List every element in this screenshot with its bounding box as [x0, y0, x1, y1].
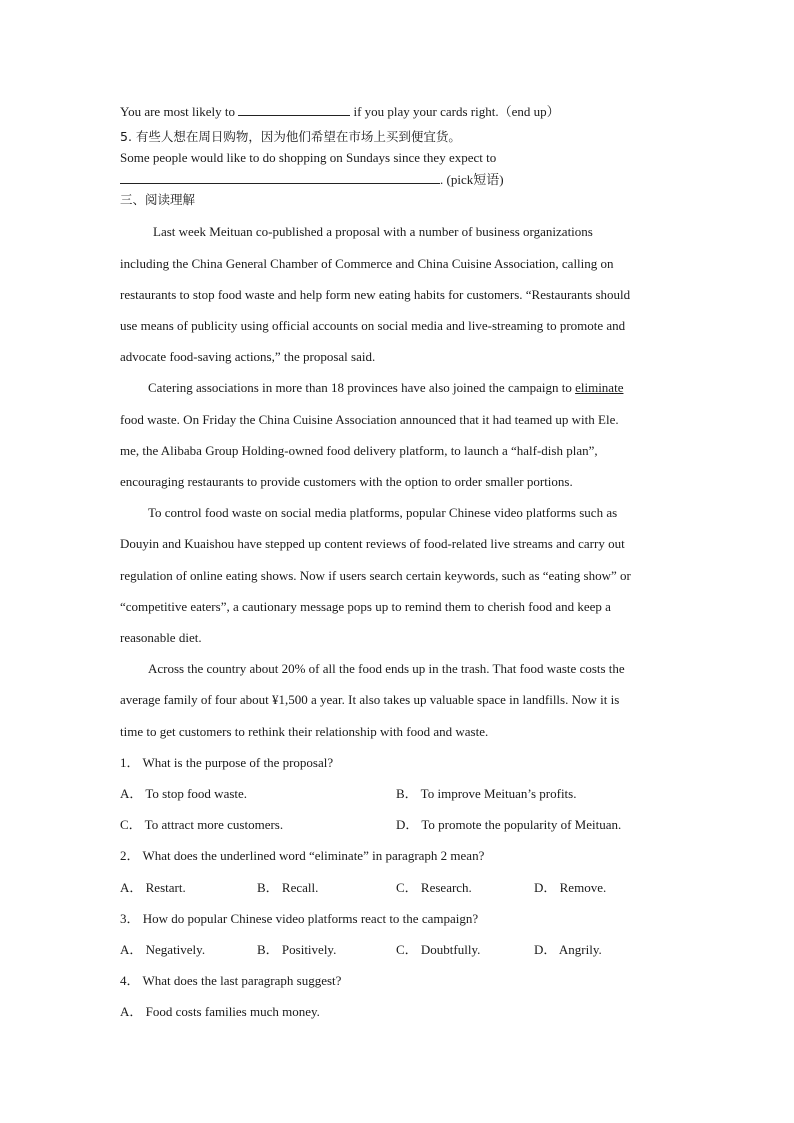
option-a[interactable]: A． To stop food waste.: [120, 786, 248, 801]
passage-line: Across the country about 20% of all the food ends up in the trash. That food waste costs the: [148, 661, 625, 676]
passage-line: food waste. On Friday the China Cuisine Association announced that it had teamed up with Ele.: [120, 412, 619, 427]
option-c[interactable]: C． To attract more customers.: [120, 817, 284, 832]
option-a[interactable]: A． Restart.: [120, 880, 186, 895]
option-c[interactable]: C． Doubtfully.: [396, 942, 481, 957]
translation-item-4: You are most likely to if you play your cards right.（end up）: [120, 104, 560, 119]
question-stem: 4． What does the last paragraph suggest?: [120, 973, 342, 988]
passage-line: advocate food-saving actions,” the proposal said.: [120, 349, 376, 364]
option-a[interactable]: A． Negatively.: [120, 942, 206, 957]
question-stem: 2． What does the underlined word “eliminate” in paragraph 2 mean?: [120, 848, 485, 863]
option-b[interactable]: B． To improve Meituan’s profits.: [396, 786, 577, 801]
translation-item-5-chinese: 5. 有些人想在周日购物，因为他们希望在市场上买到便宜货。: [120, 129, 461, 144]
passage-line: average family of four about ¥1,500 a year. It also takes up valuable space in landfills. Now it is: [120, 692, 620, 707]
option-c[interactable]: C． Research.: [396, 880, 472, 895]
question-stem: 1． What is the purpose of the proposal?: [120, 755, 334, 770]
passage-line: me, the Alibaba Group Holding-owned food delivery platform, to launch a “half-dish plan”,: [120, 443, 598, 458]
option-b[interactable]: B． Recall.: [257, 880, 319, 895]
passage-line: encouraging restaurants to provide customers with the option to order smaller portions.: [120, 474, 573, 489]
section-title: 三、阅读理解: [120, 192, 196, 207]
translation-item-5-english: Some people would like to do shopping on Sundays since they expect to: [120, 150, 497, 165]
passage-line: “competitive eaters”, a cautionary message pops up to remind them to cherish food and keep a: [120, 599, 611, 614]
option-a[interactable]: A． Food costs families much money.: [120, 1004, 320, 1019]
passage-line: including the China General Chamber of Commerce and China Cuisine Association, calling on: [120, 256, 614, 271]
passage-line: use means of publicity using official accounts on social media and live-streaming to promote and: [120, 318, 626, 333]
passage-line: time to get customers to rethink their relationship with food and waste.: [120, 724, 489, 739]
option-d[interactable]: D． Remove.: [534, 880, 607, 895]
answer-blank: [120, 172, 440, 184]
answer-blank: [238, 104, 350, 116]
option-d[interactable]: D． Angrily.: [534, 942, 602, 957]
question-stem: 3． How do popular Chinese video platforms react to the campaign?: [120, 911, 479, 926]
underlined-word: eliminate: [575, 380, 624, 395]
passage-line: Catering associations in more than 18 provinces have also joined the campaign to eliminate: [148, 380, 624, 395]
passage-line: To control food waste on social media platforms, popular Chinese video platforms such as: [148, 505, 618, 520]
passage-line: restaurants to stop food waste and help form new eating habits for customers. “Restaurants should: [120, 287, 631, 302]
passage-line: Douyin and Kuaishou have stepped up content reviews of food-related live streams and carry out: [120, 536, 625, 551]
translation-item-5-blank-line: . (pick短语): [120, 172, 504, 188]
option-b[interactable]: B． Positively.: [257, 942, 337, 957]
passage-line: Last week Meituan co-published a proposal with a number of business organizations: [153, 224, 593, 239]
passage-line: regulation of online eating shows. Now if users search certain keywords, such as “eating show” or: [120, 568, 631, 583]
passage-line: reasonable diet.: [120, 630, 202, 645]
option-d[interactable]: D． To promote the popularity of Meituan.: [396, 817, 622, 832]
